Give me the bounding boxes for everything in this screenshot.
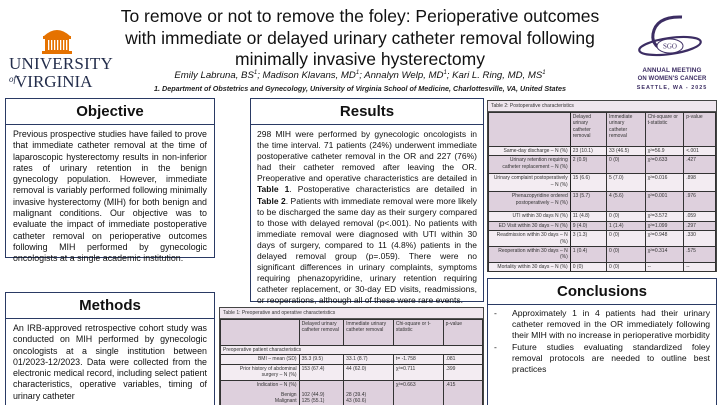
uva-wordmark-line1: UNIVERSITY xyxy=(9,54,113,73)
column-header: Chi-square or t-statistic xyxy=(393,320,443,346)
table-2 xyxy=(487,100,717,272)
table-row: ED Visit within 30 days – N (%) 9 (4.0) 1 (1.4) χ²=1.099 .297 xyxy=(489,221,716,230)
table-row: Mortality within 30 days – N (%) 0 (0) 0 (0) -- -- xyxy=(489,262,716,271)
conclusion-item: - Future studies evaluating standardized foley removal protocols are needed to outline best practices xyxy=(494,341,710,375)
table-row: Prior history of abdominal surgery – N (%) 153 (67.4) 44 (62.0) χ²=0.711 .399 xyxy=(221,364,483,380)
table-header-row xyxy=(221,320,483,346)
rotunda-icon xyxy=(40,26,74,56)
table-header-row xyxy=(489,113,716,147)
objective-panel xyxy=(5,98,215,264)
table-row: UTI within 30 days N (%) 11 (4.8) 0 (0) χ²=3.572 .059 xyxy=(489,212,716,221)
methods-text: An IRB-approved retrospective cohort study was conducted on MIH performed by gynecologic oncologists at a single institution between 01/2023-12/2023. Data were collected from the electronic medical record, including select patient characteristics, operative variables, timing of urinary catheter xyxy=(13,323,207,401)
sgo-line1: ANNUAL MEETING xyxy=(642,67,702,74)
table-1 xyxy=(219,307,484,405)
conclusions-panel xyxy=(487,278,717,405)
svg-text:SGO: SGO xyxy=(662,42,678,51)
table-section-row: Preoperative patient characteristics xyxy=(221,346,483,355)
results-heading: Results xyxy=(251,99,483,125)
table-row: Urinary complaint postoperatively – N (%) 15 (6.6) 5 (7.0) χ²=0.016 .898 xyxy=(489,174,716,192)
objective-heading: Objective xyxy=(6,99,214,125)
table2-ref: Table 2 xyxy=(257,195,286,206)
column-header: Immediate urinary catheter removal xyxy=(344,320,394,346)
objective-text: Previous prospective studies have failed to prove that immediate catheter removal at the time of laparoscopic hysterectomy results in non-inferior rates of urinary retention in the benign gynecology population. However, immediate removal is variably performed following minimally invasive hysterectomy (MIH) for both benign and malignant conditions. Our objective was to evaluate the impact of immediate postoperative catheter removal on perioperative outcomes following MIH performed by gynecologic oncologists at a single academic institution. xyxy=(13,129,207,264)
conclusions-list xyxy=(488,305,716,375)
sgo-swoosh-icon xyxy=(620,12,720,64)
conclusions-heading: Conclusions xyxy=(488,279,716,305)
table-1-caption: Table 1: Preoperative and operative characteristics xyxy=(220,308,483,319)
results-panel xyxy=(250,98,484,306)
table1-ref: Table 1 xyxy=(257,184,290,195)
results-text: 298 MIH were performed by gynecologic oncologists in the time interval. 71 patients (24%) underwent immediate postoperative catheter removal in the OR and 227 (76%) had their catheter removed after leaving the OR. Preoperative and operative characteristics are detailed in Table 1. Postoperative characteristics are detailed in Table 2. Patients with immediate removal were more likely to be discharged the same day as their surgery compared to those with delayed removal (p<.001). No patients with immediate removal were diagnosed with UTI within 30 days of surgery, compared to 11 (4.8%) patients in the delayed removal group (p=.059). There were no significant differences in urinary complaints, symptoms requiring phenazopyridine, urinary retention requiring catheter replacement, or 30-day ED visits, readmissions, or reoperations, although all of these were rare events. xyxy=(257,129,478,306)
column-header: Immediate urinary catheter removal xyxy=(607,113,646,147)
table-row: Phenazopyridine ordered postoperatively – N (%) 13 (5.7) 4 (5.6) χ²=0.001 .976 xyxy=(489,192,716,212)
column-header: p-value xyxy=(443,320,482,346)
table-row: BMI – mean (SD) 35.3 (9.5) 33.1 (8.7) t= -1.758 .081 xyxy=(221,355,483,364)
uva-logo xyxy=(6,26,113,91)
uva-wordmark-line2: $^{of}$VIRGINIA xyxy=(9,72,93,91)
title-line-3: minimally invasive hysterectomy xyxy=(235,49,485,69)
title-line-2: with immediate or delayed urinary catheter removal following xyxy=(125,27,595,48)
column-header: Delayed urinary catheter removal xyxy=(299,320,344,346)
table-row: Same-day discharge – N (%) 23 (10.1) 33 (46.5) χ²=56.9 <.001 xyxy=(489,147,716,156)
column-header: Chi-square or t-statistic xyxy=(645,113,684,147)
table-row: Reoperation within 30 days – N (%) 1 (0.4) 0 (0) χ²=0.314 .575 xyxy=(489,247,716,263)
affiliation: 1. Department of Obstetrics and Gynecology, University of Virginia School of Medicine, Charlottesville, VA, United States xyxy=(154,84,566,93)
sgo-line2: ON WOMEN'S CANCER xyxy=(637,76,707,82)
methods-panel xyxy=(5,292,215,405)
column-header: Delayed urinary catheter removal xyxy=(570,113,606,147)
table-row: Readmission within 30 days – N (%) 3 (1.3) 0 (0) χ²=0.948 .330 xyxy=(489,231,716,247)
title-line-1: To remove or not to remove the foley: Perioperative outcomes xyxy=(120,6,600,26)
table-2-caption: Table 2: Postoperative characteristics xyxy=(488,101,716,112)
conclusion-item: - Approximately 1 in 4 patients had their urinary catheter removed in the OR immediately following their MIH with no increase in perioperative morbidity xyxy=(494,308,710,341)
table-row: Indication – N (%) Benign Malignant 102 (44.9) 125 (55.1) 28 (39.4) 43 (60.6) χ²=0.663 .415 xyxy=(221,380,483,405)
sgo-line3: SEATTLE, WA - 2025 xyxy=(636,85,708,91)
column-header: p-value xyxy=(684,113,716,147)
author-list: Emily Labruna, $BS^1$; Madison Klavans, $MD^1$; Annalyn Welp, $MD^1$; Kari L. Ring, MD, $MS^1$ xyxy=(174,70,546,82)
table-row: Urinary retention requiring catheter replacement – N (%) 2 (0.9) 0 (0) χ²=0.633 .427 xyxy=(489,156,716,174)
methods-heading: Methods xyxy=(6,293,214,319)
poster-title xyxy=(110,6,610,71)
sgo-logo xyxy=(620,12,720,94)
